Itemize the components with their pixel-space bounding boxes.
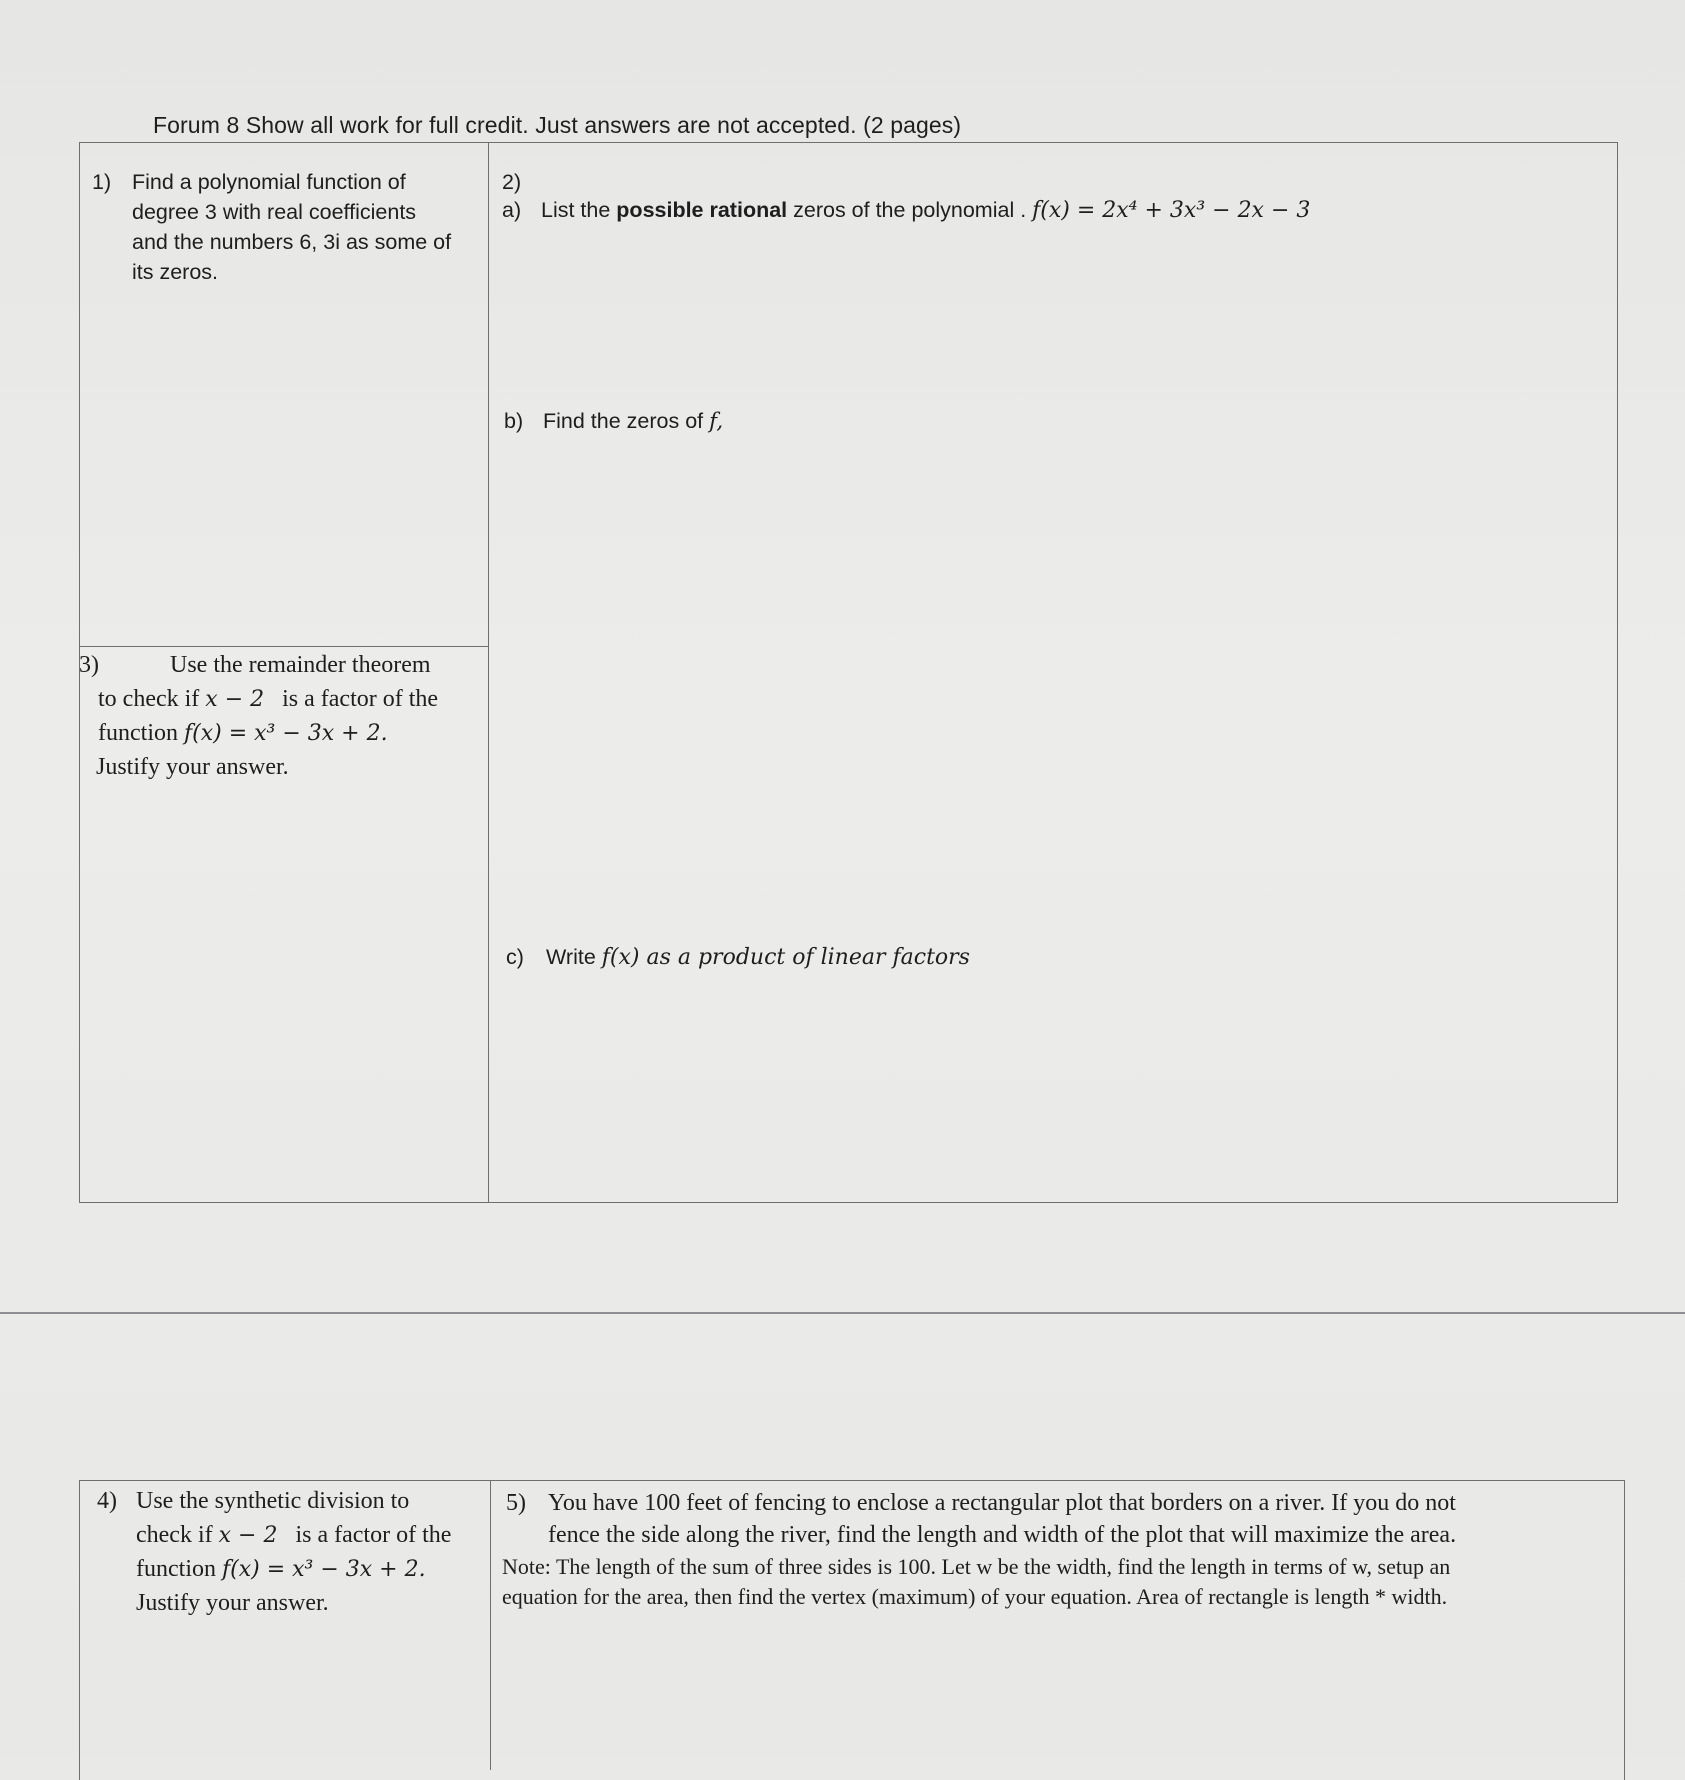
question-1-line-2: degree 3 with real coefficients (132, 200, 417, 224)
question-3-line-3-math: f(x) = x³ − 3x + 2. (183, 721, 388, 746)
question-2b-text (543, 406, 723, 437)
question-4-line-2-math: x − 2 (218, 1523, 278, 1548)
question-4-line-2 (136, 1518, 451, 1553)
question-4-line-3 (136, 1552, 426, 1587)
question-2a-text-post: zeros of the polynomial . (787, 198, 1033, 222)
question-3-line-2-post: is a factor of the (264, 686, 439, 712)
question-5-line-4: equation for the area, then find the vertex (maximum) of your equation. Area of rectangle is length * width. (502, 1584, 1448, 1609)
question-3-line-1: Use the remainder theorem (170, 652, 431, 678)
question-4-line-1: Use the synthetic division to (136, 1488, 410, 1514)
question-3-line-3-pre: function (98, 720, 184, 746)
question-2b-label: b) (504, 409, 524, 433)
question-4-line-3-math: f(x) = x³ − 3x + 2. (221, 1557, 426, 1582)
question-4-line-4: Justify your answer. (136, 1590, 329, 1616)
question-3-line-2 (98, 682, 438, 717)
question-1-line-3: and the numbers 6, 3i as some of (132, 230, 452, 254)
question-2b-text-main: Find the zeros of (543, 409, 710, 433)
question-3-line-2-pre: to check if (98, 686, 206, 712)
page-break-divider (0, 1312, 1685, 1314)
question-2a-label: a) (502, 198, 522, 222)
table2-column-divider (490, 1480, 491, 1770)
question-1-line-1: Find a polynomial function of (132, 170, 406, 194)
question-2-number: 2) (502, 170, 522, 194)
question-2b-variable: f, (709, 409, 724, 434)
question-3-line-3 (98, 716, 388, 751)
table1-column-divider (488, 142, 489, 1203)
question-1-number: 1) (92, 170, 112, 194)
question-2c-math: f(x) as a product of linear factors (601, 945, 970, 970)
question-5-line-3: Note: The length of the sum of three sides is 100. Let w be the width, find the length in terms of w, setup an (502, 1554, 1451, 1579)
question-2c-text-main: Write (546, 945, 602, 969)
question-4-line-2-pre: check if (136, 1522, 219, 1548)
question-3-line-4: Justify your answer. (96, 754, 289, 780)
question-5-number: 5) (506, 1490, 526, 1516)
page-title: Forum 8 Show all work for full credit. Just answers are not accepted. (2 pages) (153, 112, 962, 138)
question-2c-label: c) (506, 945, 524, 969)
question-1-line-4: its zeros. (132, 260, 219, 284)
question-5-line-1: You have 100 feet of fencing to enclose a rectangular plot that borders on a river. If you do not (548, 1490, 1456, 1516)
question-3-line-2-math: x − 2 (205, 687, 265, 712)
question-4-line-3-pre: function (136, 1556, 222, 1582)
question-4-line-2-post: is a factor of the (277, 1522, 452, 1548)
question-2a-text-bold: possible rational (616, 198, 788, 222)
question-2a-text-pre: List the (541, 198, 617, 222)
table1-row-divider (79, 646, 489, 647)
question-5-line-2: fence the side along the river, find the length and width of the plot that will maximize the area. (548, 1522, 1457, 1548)
question-2a-formula: f(x) = 2x⁴ + 3x³ − 2x − 3 (1032, 198, 1311, 223)
question-3-number: 3) (79, 652, 99, 678)
question-2a-text (541, 195, 1310, 226)
question-2c-text (546, 942, 970, 973)
question-4-number: 4) (97, 1488, 117, 1514)
